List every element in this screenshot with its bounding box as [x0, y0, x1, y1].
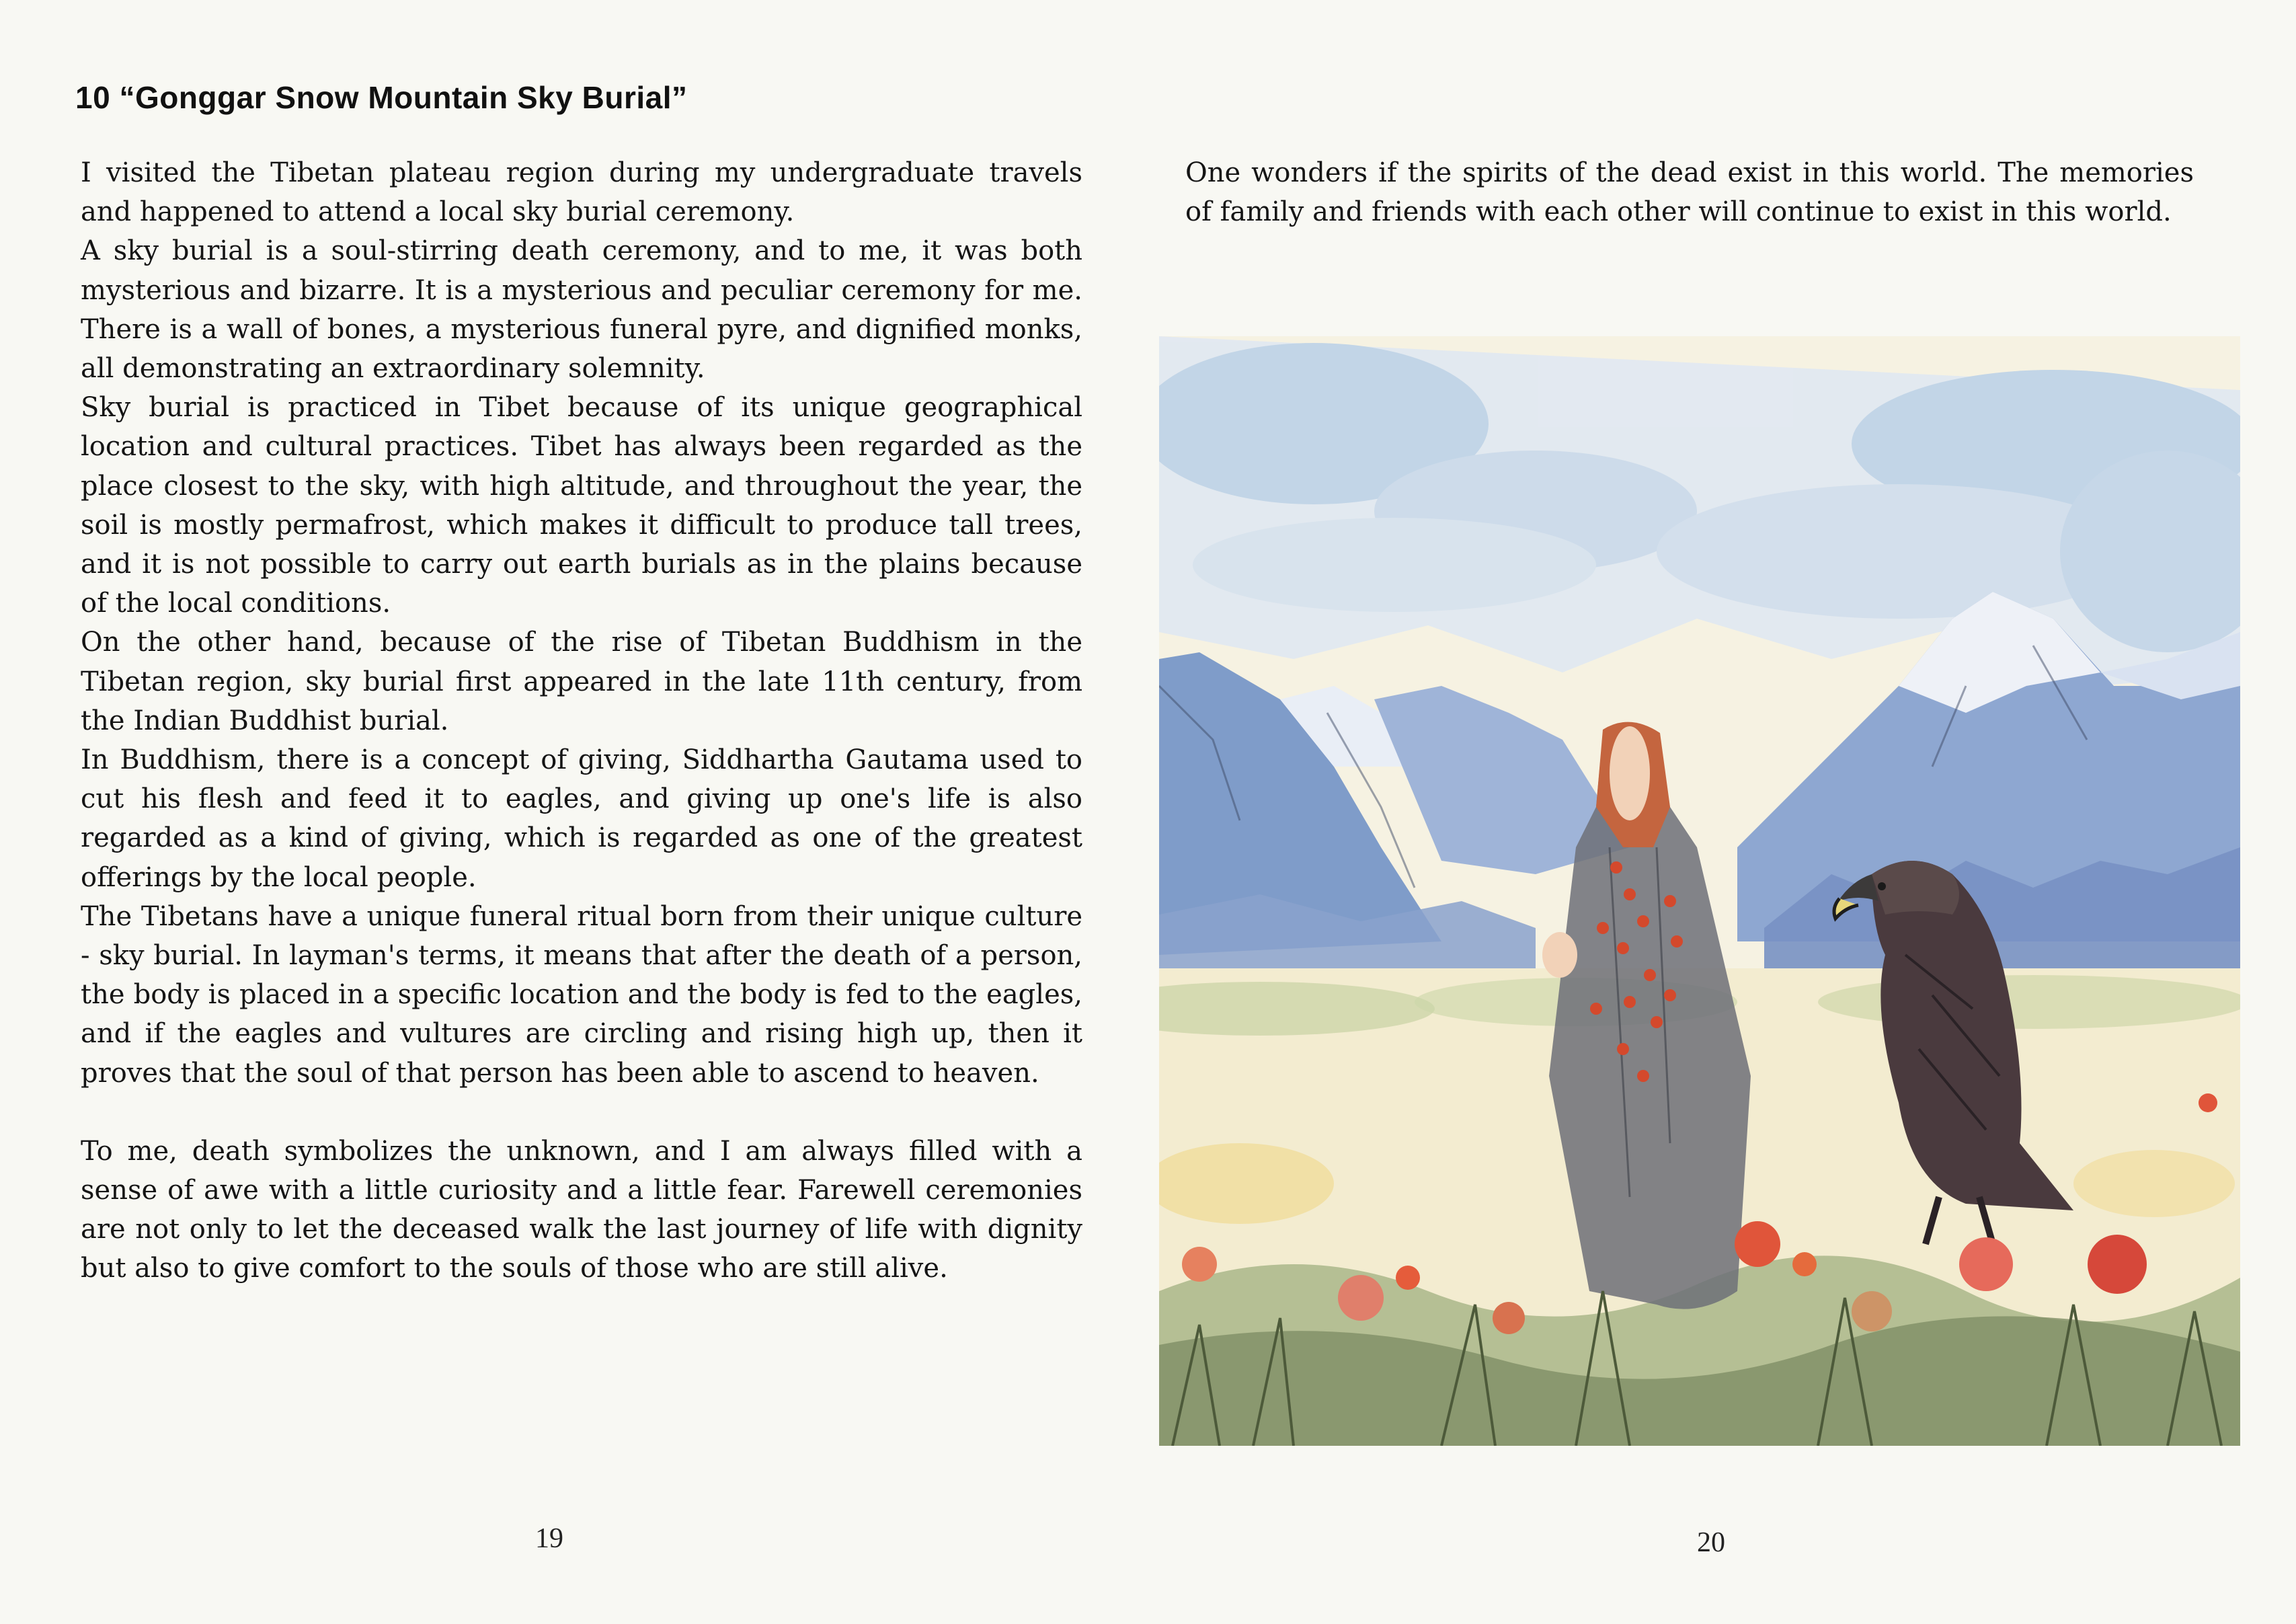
paragraph: One wonders if the spirits of the dead exist in this world. The memories of family and friends with each other will continue to exist in this world.: [1185, 157, 2194, 228]
sky-burial-illustration: [1159, 336, 2240, 1446]
paragraph: I visited the Tibetan plateau region during my undergraduate travels and happened to attend a local sky burial ceremony.: [81, 157, 1082, 228]
right-body-text: [1185, 153, 2194, 231]
paragraph: On the other hand, because of the rise of Tibetan Buddhism in the Tibetan region, sky burial first appeared in the late 11th century, from the Indian Buddhist burial.: [81, 627, 1082, 736]
paragraph: A sky burial is a soul-stirring death ceremony, and to me, it was both mysterious and bizarre. It is a mysterious and peculiar ceremony for me. There is a wall of bones, a mysterious funeral pyre, and dignified monks, all demonstrating an extraordinary solemnity.: [81, 235, 1082, 385]
chapter-title: 10 “Gonggar Snow Mountain Sky Burial”: [75, 80, 688, 115]
left-body-text: [81, 153, 1082, 1288]
paragraph: The Tibetans have a unique funeral ritual born from their unique culture - sky burial. In layman's terms, it means that after the death of a person, the body is placed in a specific location and the body is fed to the eagles, and if the eagles and vultures are circling and rising high up, then it proves that the soul of that person has been able to ascend to heaven.: [81, 900, 1082, 1089]
paragraph: In Buddhism, there is a concept of giving, Siddhartha Gautama used to cut his flesh and feed it to eagles, and giving up one's life is also regarded as a kind of giving, which is regarded as one of the greatest offerings by the local people.: [81, 744, 1082, 893]
paragraph: To me, death symbolizes the unknown, and I am always filled with a sense of awe with a little curiosity and a little fear. Farewell ceremonies are not only to let the deceased walk the last journey of life with dignity but also to give comfort to the souls of those who are still alive.: [81, 1135, 1082, 1284]
page-number: 20: [1697, 1527, 1725, 1558]
paragraph-gap: [81, 1093, 1082, 1132]
page-number: 19: [535, 1523, 563, 1554]
paragraph: Sky burial is practiced in Tibet because of its unique geographical location and cultural practices. Tibet has always been regarded as the place closest to the sky, with high altitude, and throughout the year, the soil is mostly permafrost, which makes it difficult to produce tall trees, and it is not possible to carry out earth burials as in the plains because of the local conditions.: [81, 392, 1082, 619]
